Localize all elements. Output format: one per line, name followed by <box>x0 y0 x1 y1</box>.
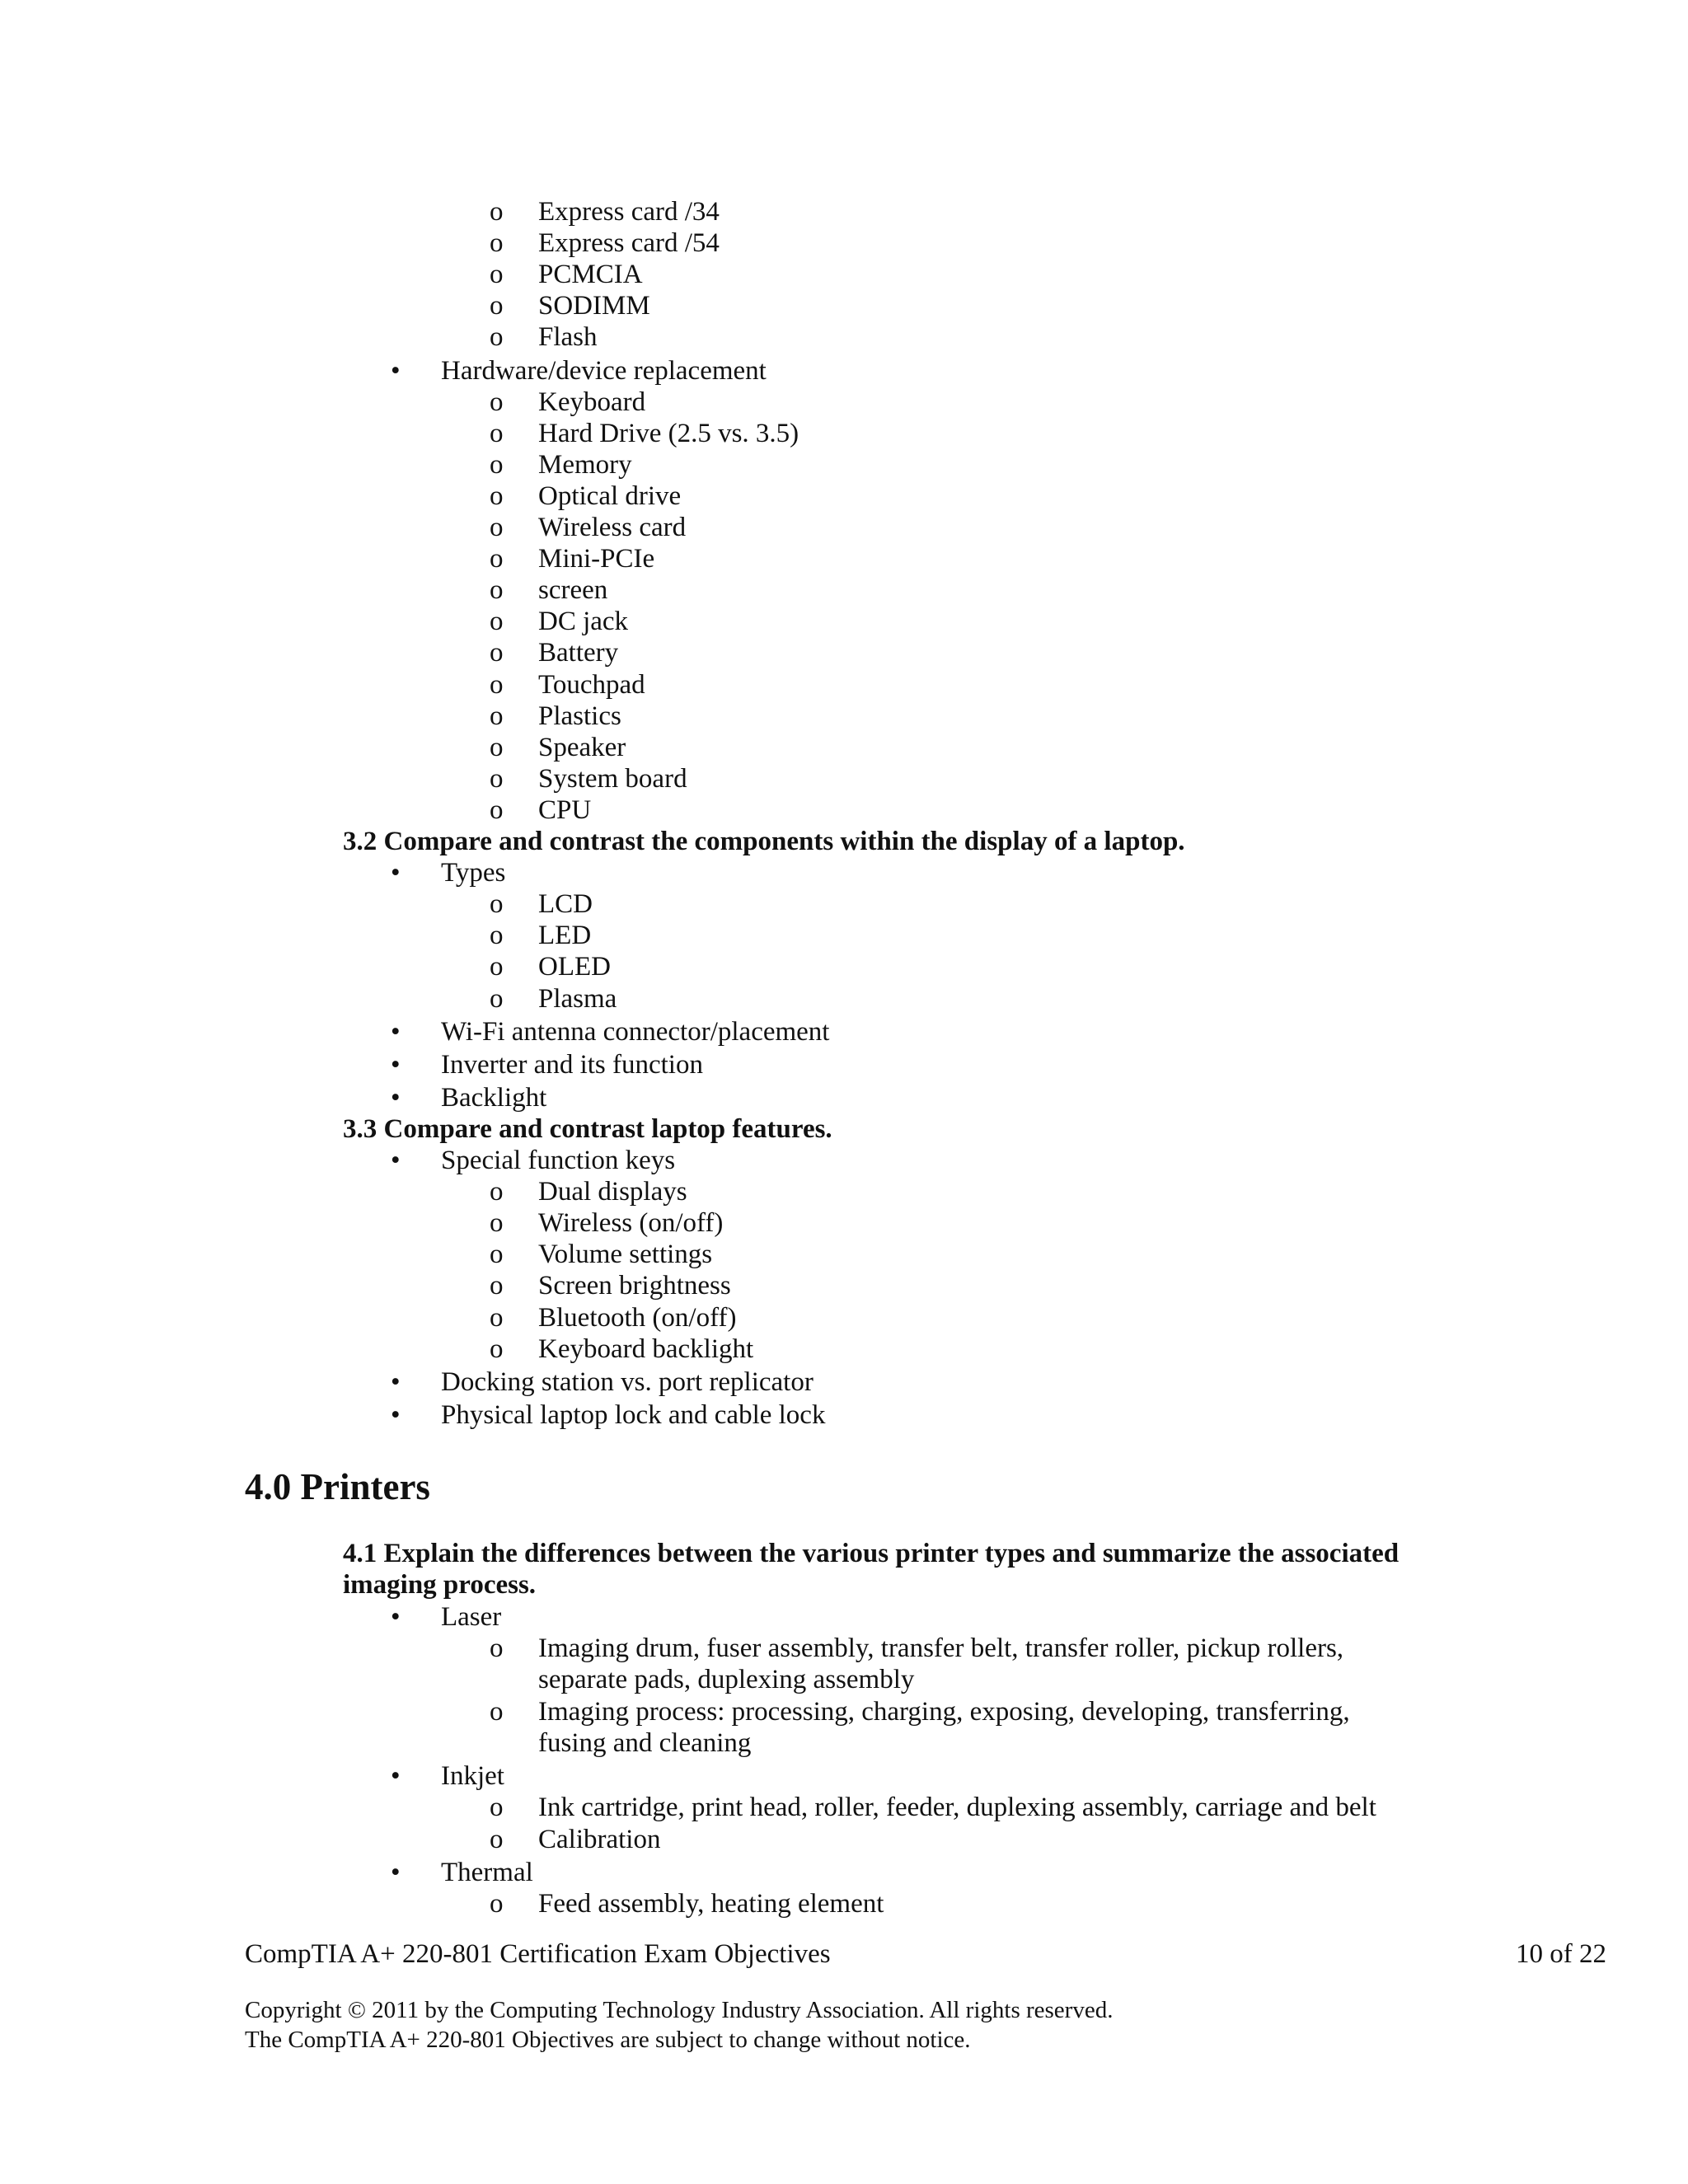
objective-heading-continued: imaging process. <box>343 1570 537 1601</box>
footer-doc-title: CompTIA A+ 220-801 Certification Exam Objectives <box>245 1939 831 1969</box>
objective-heading: 4.1 Explain the differences between the various printer types and summarize the associated <box>343 1539 1400 1568</box>
bullet-circle-icon: o <box>490 322 504 353</box>
sub-list-item: Memory <box>538 449 632 480</box>
bullet-dot-icon: • <box>391 355 401 386</box>
sub-list-item: Mini-PCIe <box>538 544 655 574</box>
bullet-circle-icon: o <box>490 1302 504 1333</box>
bullet-circle-icon: o <box>490 1333 504 1364</box>
sub-list-item: Optical drive <box>538 480 682 511</box>
bullet-circle-icon: o <box>490 1889 504 1919</box>
bullet-circle-icon: o <box>490 291 504 321</box>
bullet-circle-icon: o <box>490 575 504 606</box>
bullet-dot-icon: • <box>391 858 401 888</box>
bullet-circle-icon: o <box>490 1793 504 1823</box>
bullet-circle-icon: o <box>490 260 504 290</box>
sub-list-item: Plastics <box>538 701 621 731</box>
bullet-circle-icon: o <box>490 638 504 668</box>
footer-page-number: 10 of 22 <box>1516 1939 1606 1969</box>
sub-list-item: Volume settings <box>538 1240 713 1270</box>
bullet-circle-icon: o <box>490 732 504 762</box>
section-title: 4.0 Printers <box>245 1466 430 1507</box>
sub-list-item-continued: separate pads, duplexing assembly <box>538 1665 915 1695</box>
sub-list-item: Express card /54 <box>538 228 720 259</box>
objective-heading: 3.3 Compare and contrast laptop features. <box>343 1113 832 1144</box>
sub-list-item: Ink cartridge, print head, roller, feeder, duplexing assembly, carriage and belt <box>538 1793 1376 1823</box>
sub-list-item: Imaging process: processing, charging, exposing, developing, transferring, <box>538 1696 1350 1727</box>
sub-list-item: LCD <box>538 889 593 920</box>
bullet-circle-icon: o <box>490 449 504 480</box>
sub-list-item: Imaging drum, fuser assembly, transfer belt, transfer roller, pickup rollers, <box>538 1633 1344 1663</box>
list-item: Special function keys <box>441 1146 676 1175</box>
bullet-dot-icon: • <box>391 1858 401 1887</box>
bullet-circle-icon: o <box>490 418 504 448</box>
bullet-circle-icon: o <box>490 513 504 542</box>
sub-list-item: Bluetooth (on/off) <box>538 1302 737 1333</box>
sub-list-item: Screen brightness <box>538 1271 731 1301</box>
bullet-circle-icon: o <box>490 794 504 825</box>
bullet-circle-icon: o <box>490 1824 504 1854</box>
bullet-circle-icon: o <box>490 387 504 417</box>
bullet-circle-icon: o <box>490 952 504 982</box>
list-item: Physical laptop lock and cable lock <box>441 1399 826 1430</box>
bullet-dot-icon: • <box>391 1366 401 1397</box>
bullet-dot-icon: • <box>391 1082 401 1113</box>
list-item: Inkjet <box>441 1761 504 1792</box>
bullet-circle-icon: o <box>490 544 504 574</box>
bullet-dot-icon: • <box>391 1146 401 1175</box>
sub-list-item: screen <box>538 575 608 606</box>
sub-list-item: Express card /34 <box>538 197 720 227</box>
bullet-circle-icon: o <box>490 1271 504 1301</box>
bullet-circle-icon: o <box>490 1240 504 1270</box>
bullet-circle-icon: o <box>490 1208 504 1239</box>
sub-list-item: CPU <box>538 794 592 825</box>
sub-list-item: Dual displays <box>538 1177 687 1207</box>
sub-list-item: OLED <box>538 952 611 982</box>
sub-list-item: DC jack <box>538 607 629 637</box>
bullet-dot-icon: • <box>391 1049 401 1080</box>
list-item: Backlight <box>441 1082 547 1113</box>
bullet-circle-icon: o <box>490 228 504 259</box>
bullet-circle-icon: o <box>490 701 504 731</box>
bullet-circle-icon: o <box>490 763 504 794</box>
sub-list-item: System board <box>538 763 687 794</box>
sub-list-item: Plasma <box>538 983 617 1014</box>
bullet-circle-icon: o <box>490 480 504 511</box>
sub-list-item: SODIMM <box>538 291 650 321</box>
footer-copyright: Copyright © 2011 by the Computing Technology Industry Association. All rights reserved. <box>245 1997 1114 2023</box>
list-item: Thermal <box>441 1858 533 1887</box>
list-item: Types <box>441 858 506 888</box>
sub-list-item: Keyboard backlight <box>538 1333 754 1364</box>
list-item: Inverter and its function <box>441 1049 703 1080</box>
footer-notice: The CompTIA A+ 220-801 Objectives are subject to change without notice. <box>245 2027 971 2053</box>
bullet-dot-icon: • <box>391 1016 401 1047</box>
sub-list-item: Battery <box>538 638 619 668</box>
bullet-circle-icon: o <box>490 1696 504 1727</box>
bullet-dot-icon: • <box>391 1601 401 1632</box>
bullet-circle-icon: o <box>490 197 504 227</box>
sub-list-item: Wireless card <box>538 513 687 542</box>
sub-list-item: Hard Drive (2.5 vs. 3.5) <box>538 418 799 448</box>
objective-heading: 3.2 Compare and contrast the components within the display of a laptop. <box>343 827 1185 856</box>
list-item: Hardware/device replacement <box>441 355 767 386</box>
bullet-circle-icon: o <box>490 607 504 637</box>
sub-list-item: Wireless (on/off) <box>538 1208 724 1239</box>
list-item: Wi-Fi antenna connector/placement <box>441 1016 830 1047</box>
list-item: Laser <box>441 1601 502 1632</box>
sub-list-item: LED <box>538 921 592 951</box>
sub-list-item: PCMCIA <box>538 260 643 290</box>
bullet-circle-icon: o <box>490 1633 504 1663</box>
bullet-circle-icon: o <box>490 669 504 700</box>
sub-list-item: Calibration <box>538 1824 661 1854</box>
bullet-dot-icon: • <box>391 1399 401 1430</box>
bullet-circle-icon: o <box>490 921 504 951</box>
sub-list-item: Touchpad <box>538 669 645 700</box>
bullet-dot-icon: • <box>391 1761 401 1792</box>
sub-list-item: Flash <box>538 322 598 353</box>
bullet-circle-icon: o <box>490 983 504 1014</box>
sub-list-item: Speaker <box>538 732 626 762</box>
sub-list-item-continued: fusing and cleaning <box>538 1727 752 1758</box>
sub-list-item: Feed assembly, heating element <box>538 1889 884 1919</box>
list-item: Docking station vs. port replicator <box>441 1366 814 1397</box>
bullet-circle-icon: o <box>490 889 504 920</box>
sub-list-item: Keyboard <box>538 387 646 417</box>
bullet-circle-icon: o <box>490 1177 504 1207</box>
